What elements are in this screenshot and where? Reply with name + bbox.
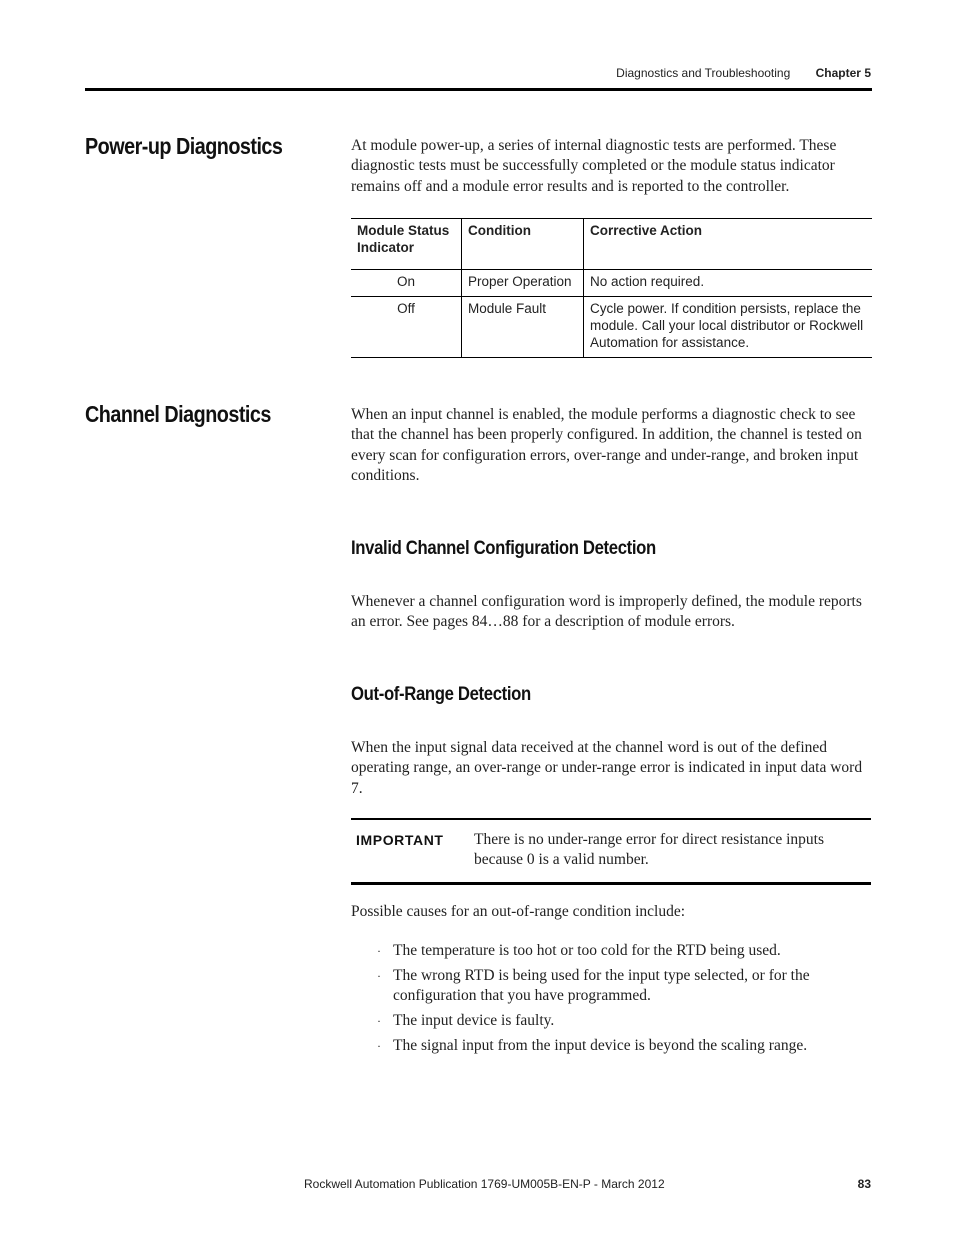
list-item	[377, 966, 857, 1007]
table-header-condition: Condition	[462, 219, 584, 270]
table-cell-indicator: On	[351, 270, 462, 297]
important-label: IMPORTANT	[356, 832, 444, 848]
powerup-paragraph: At module power-up, a series of internal diagnostic tests are performed. These diagnostic tests must be successfully completed or the module status indicator remains off and a module error results and is reported to the controller.	[351, 137, 837, 195]
section-title-powerup: Power-up Diagnostics	[85, 133, 283, 159]
running-header	[0, 66, 871, 80]
channel-paragraph: When an input channel is enabled, the module performs a diagnostic check to see that the channel has been properly configured. In addition, the channel is tested on every scan for configuration errors, over-range and under-range, and broken input conditions.	[351, 406, 862, 485]
table-row	[351, 297, 872, 358]
diagnostics-table	[351, 218, 872, 358]
list-item-text: The signal input from the input device is beyond the scaling range.	[393, 1037, 808, 1055]
list-item	[377, 941, 857, 961]
outofrange-paragraph: When the input signal data received at the channel word is out of the defined operating range, an over-range or under-range error is indicated in input data word 7.	[351, 739, 863, 797]
bullet-icon: ·	[377, 1039, 381, 1054]
bullet-icon: ·	[377, 1014, 381, 1029]
table-header-action: Corrective Action	[584, 219, 873, 270]
page-number: 83	[857, 1177, 871, 1191]
causes-intro: Possible causes for an out-of-range condition include:	[351, 903, 686, 920]
subsection-title-invalid: Invalid Channel Configuration Detection	[351, 538, 656, 559]
subsection-title-outofrange: Out-of-Range Detection	[351, 684, 531, 705]
list-item	[377, 1011, 857, 1031]
section-title-channel: Channel Diagnostics	[85, 401, 271, 427]
list-item-text: The input device is faulty.	[393, 1012, 555, 1030]
list-item-text: The temperature is too hot or too cold for the RTD being used.	[393, 942, 781, 959]
running-header-chapter: Chapter 5	[815, 66, 871, 80]
running-header-section: Diagnostics and Troubleshooting	[616, 66, 791, 80]
table-cell-condition: Proper Operation	[462, 270, 584, 297]
bullet-icon: ·	[377, 944, 381, 958]
list-item	[377, 1036, 857, 1056]
invalid-paragraph: Whenever a channel configuration word is improperly defined, the module reports an error. See pages 84…88 for a description of module errors.	[351, 593, 862, 631]
table-row	[351, 270, 872, 297]
table-cell-action: No action required.	[590, 274, 705, 289]
header-rule	[85, 88, 872, 91]
bullet-icon: ·	[377, 968, 381, 983]
important-text: There is no under-range error for direct resistance inputs because 0 is a valid number.	[474, 831, 825, 869]
table-cell-action: Cycle power. If condition persists, replace the module. Call your local distributor or Rockwell Automation for assistance.	[584, 297, 873, 358]
table-cell-condition: Module Fault	[462, 297, 584, 358]
list-item-text: The wrong RTD is being used for the input type selected, or for the configuration that you have programmed.	[393, 966, 810, 1005]
footer-publication: Rockwell Automation Publication 1769-UM005B-EN-P - March 2012	[304, 1177, 665, 1191]
table-header-indicator: Module Status Indicator	[351, 219, 462, 270]
causes-list	[377, 941, 857, 1061]
important-callout	[351, 818, 871, 885]
table-cell-indicator: Off	[351, 297, 462, 358]
